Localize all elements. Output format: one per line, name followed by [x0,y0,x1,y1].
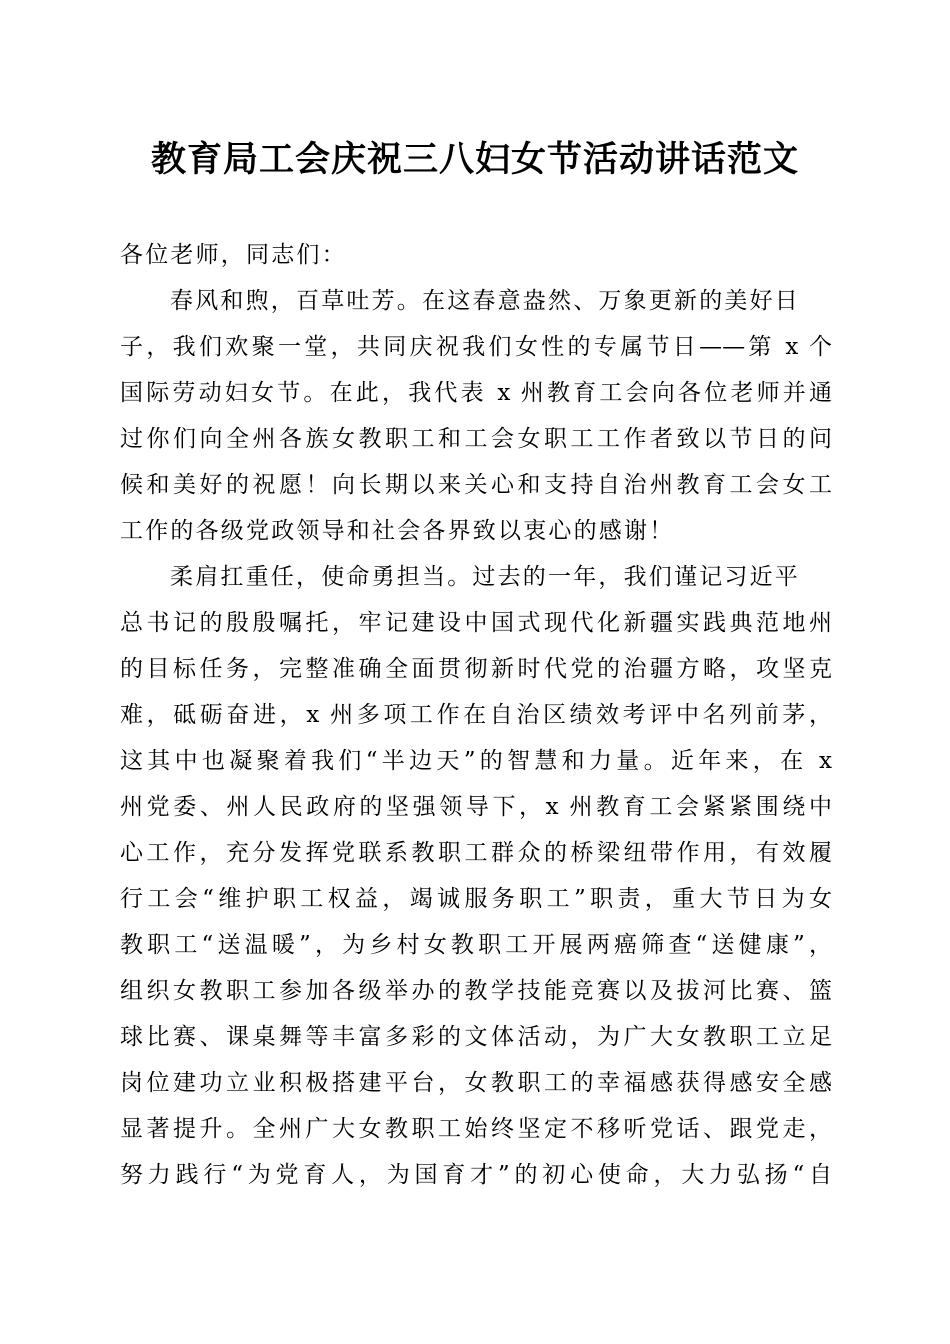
paragraph-2 [120,554,832,1198]
paragraph-line: 工作的各级党政领导和社会各界致以衷心的感谢！ [120,518,675,544]
paragraph-line: 国际劳动妇女节。在此，我代表 x 州教育工会向各位老师并通 [120,380,832,406]
document-body [120,232,832,1198]
paragraph-line: 显著提升。全州广大女教职工始终坚定不移听党话、跟党走， [120,1116,832,1142]
paragraph-line: 的目标任务，完整准确全面贯彻新时代党的治疆方略，攻坚克 [120,656,832,682]
paragraph-1 [120,278,832,554]
paragraph-line: 努力践行“为党育人，为国育才”的初心使命，大力弘扬“自 [120,1162,832,1188]
paragraph-line: 这其中也凝聚着我们“半边天”的智慧和力量。近年来，在 x [120,748,832,774]
paragraph-line: 岗位建功立业积极搭建平台，女教职工的幸福感获得感安全感 [120,1070,832,1096]
paragraph-line: 教职工“送温暖”，为乡村女教职工开展两癌筛查“送健康”， [120,932,832,958]
paragraph-line: 子，我们欢聚一堂，共同庆祝我们女性的专属节日——第 x 个 [120,334,832,360]
paragraph-line: 柔肩扛重任，使命勇担当。过去的一年，我们谨记习近平 [170,564,800,590]
paragraph-line: 球比赛、课桌舞等丰富多彩的文体活动，为广大女教职工立足 [120,1024,832,1050]
paragraph-line: 春风和煦，百草吐芳。在这春意盎然、万象更新的美好日 [170,288,800,314]
paragraph-line: 难，砥砺奋进，x 州多项工作在自治区绩效考评中名列前茅， [120,702,832,728]
paragraph-line: 心工作，充分发挥党联系教职工群众的桥梁纽带作用，有效履 [120,840,832,866]
document-title: 教育局工会庆祝三八妇女节活动讲话范文 [150,139,799,180]
paragraph-line: 行工会“维护职工权益，竭诚服务职工”职责，重大节日为女 [120,886,832,912]
paragraph-line: 候和美好的祝愿！向长期以来关心和支持自治州教育工会女工 [120,472,832,498]
paragraph-line: 过你们向全州各族女教职工和工会女职工工作者致以节日的问 [120,426,832,452]
salutation: 各位老师，同志们： [120,242,347,268]
paragraph-line: 总书记的殷殷嘱托，牢记建设中国式现代化新疆实践典范地州 [120,610,832,636]
paragraph-line: 组织女教职工参加各级举办的教学技能竞赛以及拔河比赛、篮 [120,978,832,1004]
paragraph-line: 州党委、州人民政府的坚强领导下，x 州教育工会紧紧围绕中 [120,794,832,820]
